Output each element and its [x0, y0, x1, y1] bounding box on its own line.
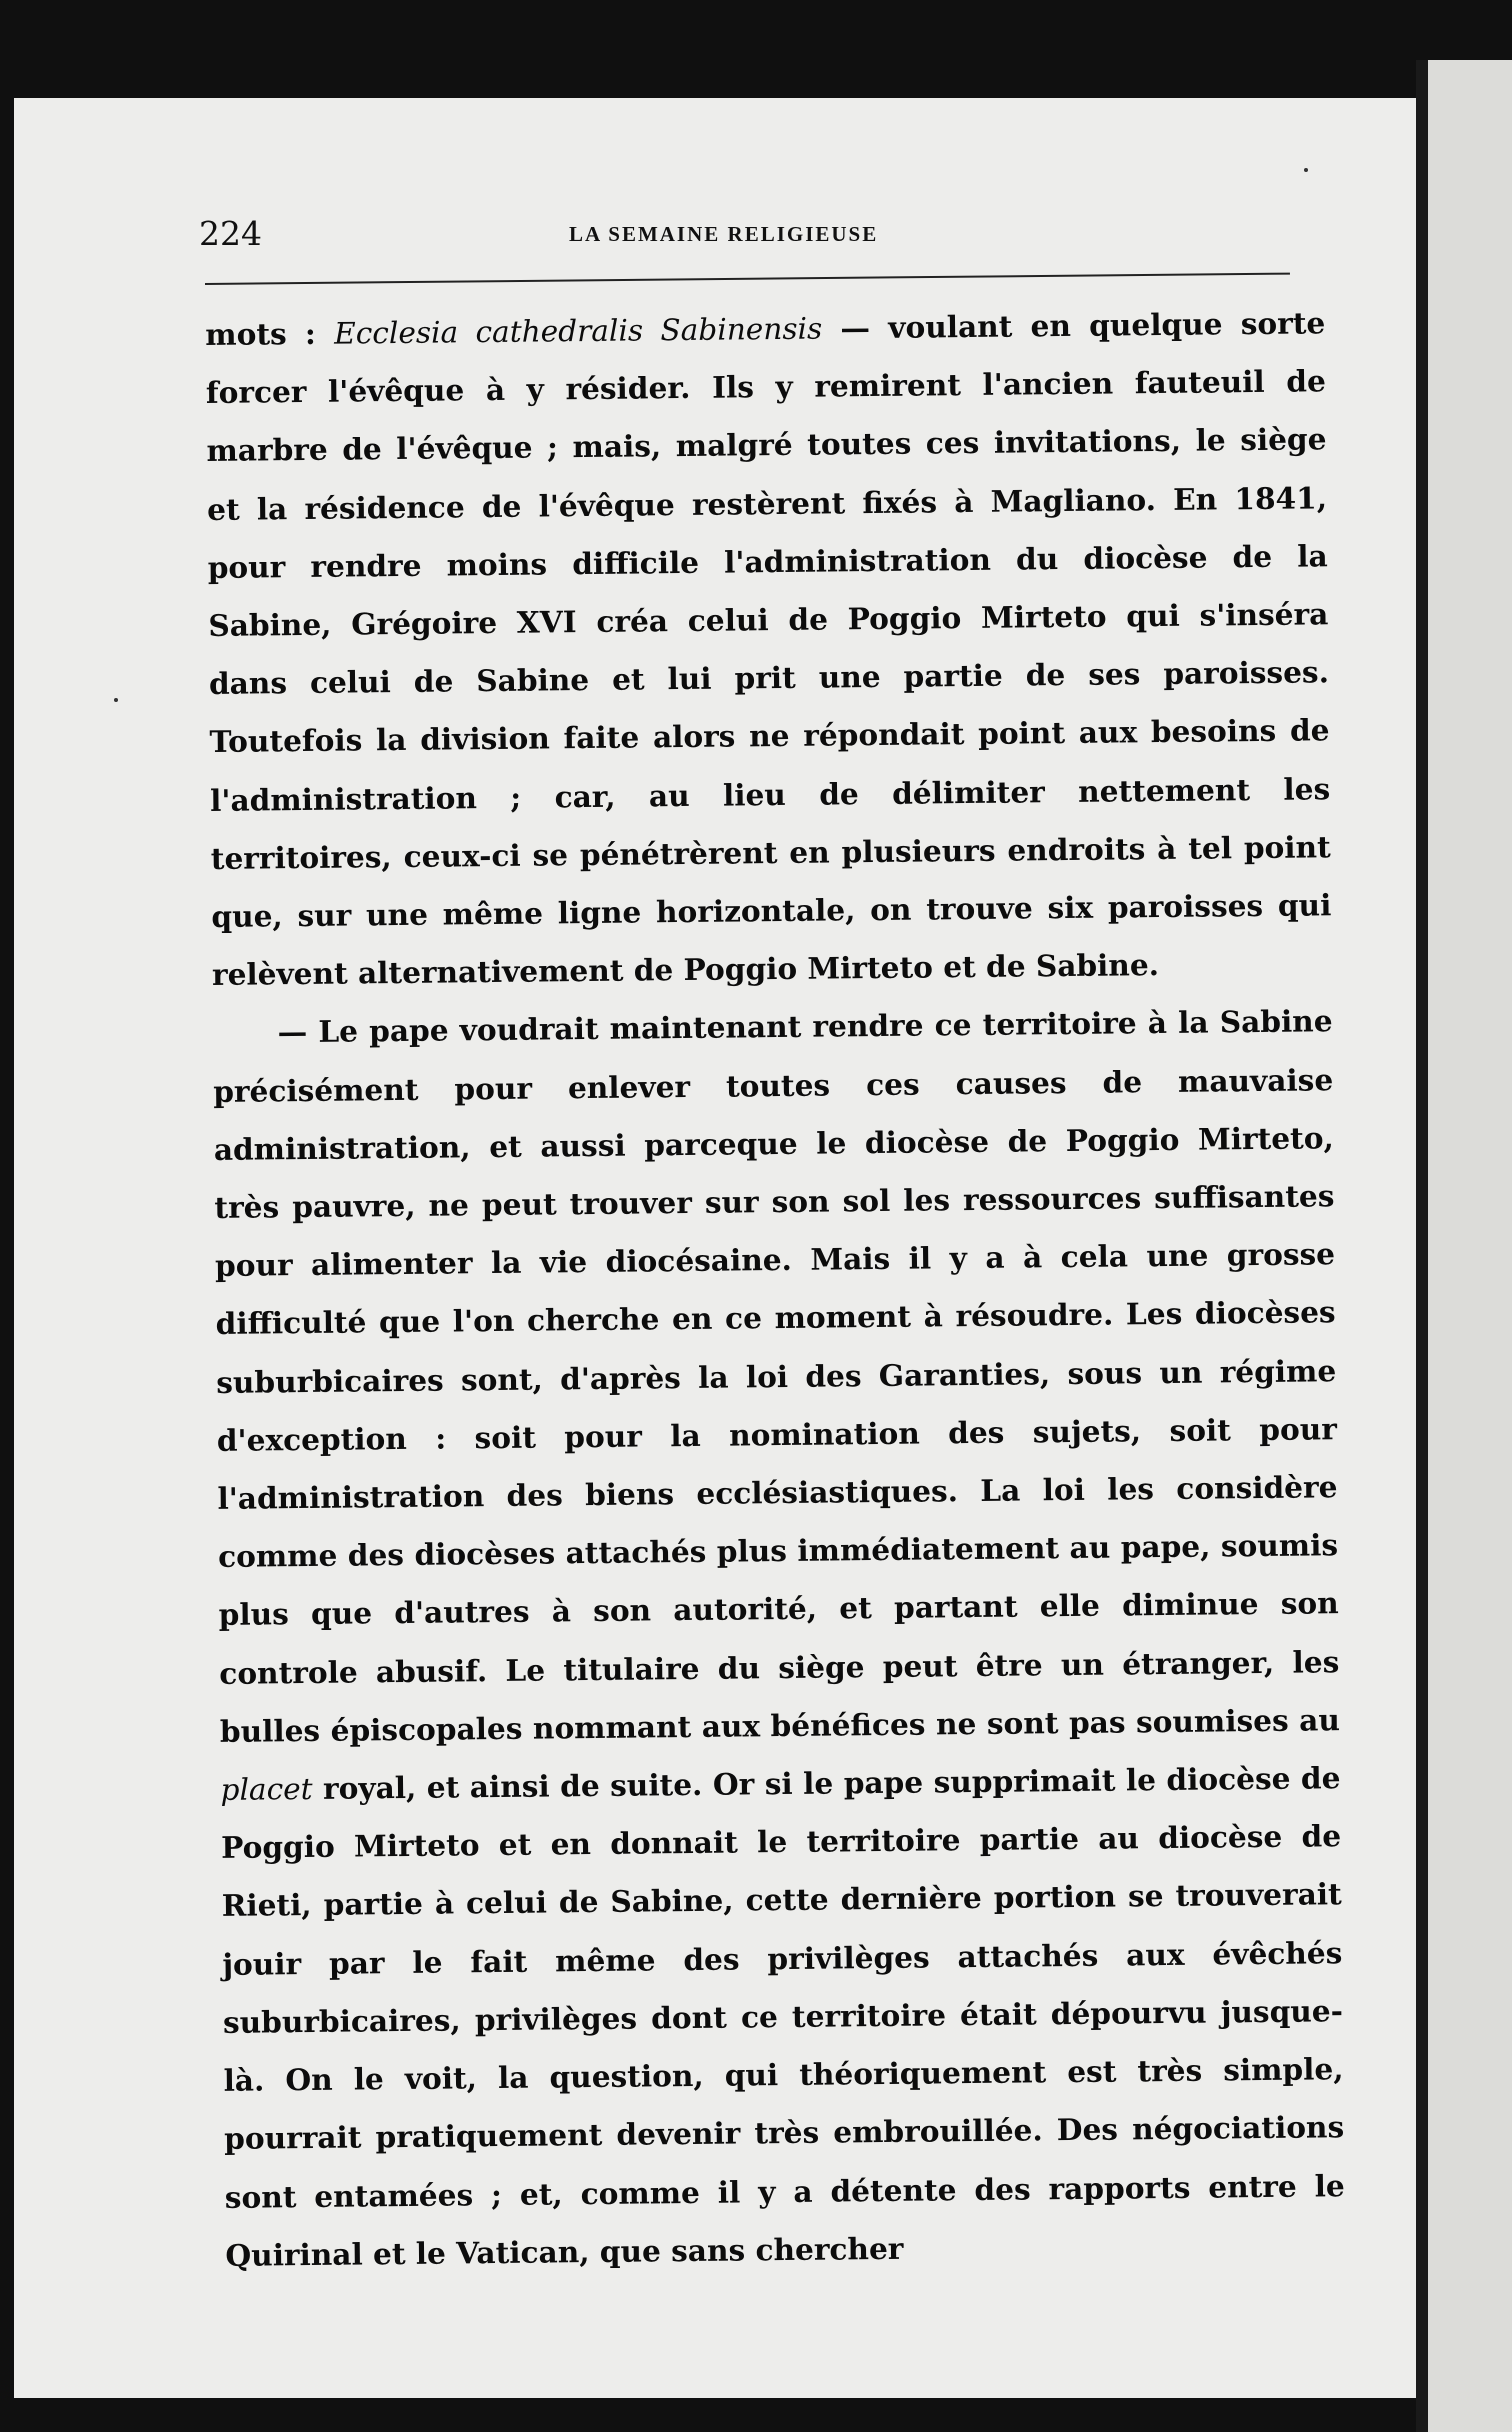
italic-segment: placet	[220, 1772, 313, 1807]
page-header	[199, 214, 1299, 274]
text-segment: — voulant en quelque sorte forcer l'évêque à y résider. Ils y remirent l'ancien fauteuil de marbre de l'évêque ; mais, malgré toutes ces invitations, le siège et la résidence de l'évêque restèrent fixés à Magliano. En 1841, pour rendre moins difficile l'administration du diocèse de la Sabine, Grégoire XVI créa celui de Poggio Mirteto qui s'inséra dans celui de Sabine et lui prit une partie de ses paroisses. Toutefois la division faite alors ne répondait point aux besoins de l'administration ; car, au lieu de délimiter nettement les territoires, ceux-ci se pénétrèrent en plusieurs endroits à tel point que, sur une même ligne horizontale, on trouve six paroisses qui relèvent alternativement de Poggio Mirteto et de Sabine.	[205, 305, 1332, 993]
scan-speck	[1304, 168, 1308, 172]
text-segment: mots :	[205, 315, 335, 352]
paragraph-1	[205, 294, 1332, 1004]
text-segment: royal, et ainsi de suite. Or si le pape supprimait le diocèse de Poggio Mirteto et en donnait le territoire partie au diocèse de Rieti, partie à celui de Sabine, cette dernière portion se trouverait jouir par le fait même des privilèges attachés aux évêchés suburbicaires, privilèges dont ce territoire était dépourvu jusque-là. On le voit, la question, qui théoriquement est très simple, pourrait pratiquement devenir très embrouillée. Des négociations sont entamées ; et, comme il y a détente des rapports entre le Quirinal et le Vatican, que sans chercher	[220, 1760, 1345, 2273]
text-segment: — Le pape voudrait maintenant rendre ce territoire à la Sabine précisément pour enlever toutes ces causes de mauvaise administration, et aussi parceque le diocèse de Poggio Mirteto, très pauvre, ne peut trouver sur son sol les ressources suffisantes pour alimenter la vie diocésaine. Mais il y a à cela une grosse difficulté que l'on cherche en ce moment à résoudre. Les diocèses suburbicaires sont, d'après la loi des Garanties, sous un régime d'exception : soit pour la nomination des sujets, soit pour l'administration des biens ecclésiastiques. La loi les considère comme des diocèses attachés plus immédiatement au pape, soumis plus que d'autres à son autorité, et partant elle diminue son controle abusif. Le titulaire du siège peut être un étranger, les bulles épiscopales nommant aux bénéfices ne sont pas soumises au	[213, 1003, 1341, 1749]
facing-page-edge	[1428, 60, 1512, 2432]
page-number: 224	[199, 214, 262, 253]
scan-speck	[114, 698, 118, 702]
italic-segment: Ecclesia cathedralis Sabinensis	[333, 311, 823, 351]
body-text	[205, 294, 1346, 2285]
paragraph-2	[212, 993, 1345, 2285]
running-title: LA SEMAINE RELIGIEUSE	[569, 222, 879, 246]
page-gutter-shadow	[1416, 60, 1428, 2432]
